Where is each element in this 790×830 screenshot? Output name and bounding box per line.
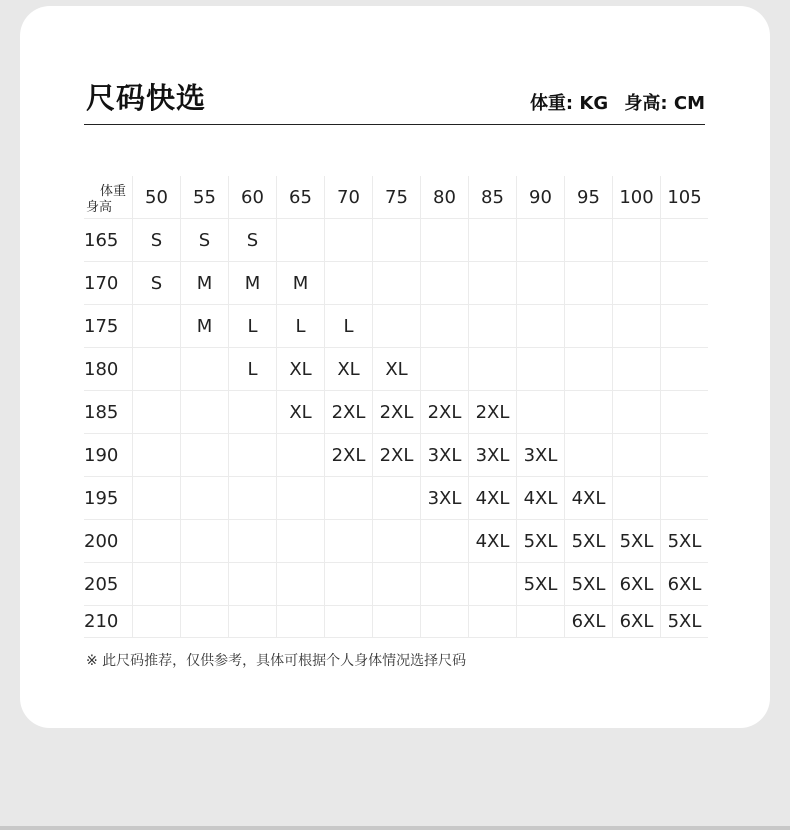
page-title: 尺码快选 xyxy=(86,81,207,115)
size-cell: XL xyxy=(373,348,421,391)
size-cell xyxy=(181,563,229,606)
size-cell xyxy=(181,606,229,638)
size-cell: 3XL xyxy=(421,477,469,520)
height-label-cell: 175 xyxy=(84,305,133,348)
size-cell xyxy=(373,606,421,638)
size-cell xyxy=(277,606,325,638)
size-cell xyxy=(133,434,181,477)
size-cell xyxy=(661,219,709,262)
size-cell: 4XL xyxy=(565,477,613,520)
size-cell xyxy=(229,520,277,563)
size-cell xyxy=(373,477,421,520)
corner-weight-label: 体重 xyxy=(99,184,126,199)
size-cell: M xyxy=(181,262,229,305)
size-cell xyxy=(133,477,181,520)
size-cell: L xyxy=(325,305,373,348)
size-cell xyxy=(181,348,229,391)
size-cell: 5XL xyxy=(661,606,709,638)
size-cell xyxy=(613,434,661,477)
table-row xyxy=(84,262,708,305)
height-label-cell: 210 xyxy=(84,606,133,638)
height-label-cell: 205 xyxy=(84,563,133,606)
size-cell xyxy=(469,262,517,305)
size-cell: 5XL xyxy=(613,520,661,563)
weight-header-cell: 105 xyxy=(661,176,709,219)
size-cell xyxy=(181,434,229,477)
size-cell xyxy=(517,305,565,348)
table-row xyxy=(84,219,708,262)
size-cell: 4XL xyxy=(517,477,565,520)
size-cell: 2XL xyxy=(325,434,373,477)
table-row xyxy=(84,434,708,477)
table-row xyxy=(84,563,708,606)
weight-header-cell: 55 xyxy=(181,176,229,219)
title-divider xyxy=(84,124,705,125)
size-cell xyxy=(469,305,517,348)
size-cell xyxy=(565,305,613,348)
size-cell xyxy=(373,305,421,348)
size-cell xyxy=(661,391,709,434)
table-row xyxy=(84,305,708,348)
size-cell xyxy=(421,219,469,262)
size-cell xyxy=(565,348,613,391)
size-cell xyxy=(421,305,469,348)
size-cell xyxy=(133,520,181,563)
size-cell: 5XL xyxy=(661,520,709,563)
size-cell xyxy=(517,391,565,434)
size-cell: 3XL xyxy=(421,434,469,477)
size-cell xyxy=(613,262,661,305)
size-cell: 2XL xyxy=(421,391,469,434)
size-cell xyxy=(325,520,373,563)
size-cell xyxy=(325,477,373,520)
height-label-cell: 200 xyxy=(84,520,133,563)
size-cell xyxy=(517,262,565,305)
weight-unit-label: 体重: KG xyxy=(529,93,609,114)
size-cell xyxy=(277,563,325,606)
size-cell: S xyxy=(133,219,181,262)
weight-header-cell: 95 xyxy=(565,176,613,219)
size-cell: XL xyxy=(277,348,325,391)
table-row xyxy=(84,477,708,520)
size-cell: XL xyxy=(325,348,373,391)
size-cell xyxy=(181,391,229,434)
size-cell xyxy=(469,219,517,262)
size-cell xyxy=(277,434,325,477)
height-unit-label: 身高: CM xyxy=(624,93,705,114)
size-cell xyxy=(517,219,565,262)
size-cell xyxy=(661,348,709,391)
size-cell xyxy=(133,348,181,391)
size-cell xyxy=(373,520,421,563)
size-cell xyxy=(661,305,709,348)
size-cell xyxy=(133,391,181,434)
size-cell: 6XL xyxy=(661,563,709,606)
height-label-cell: 180 xyxy=(84,348,133,391)
height-label-cell: 190 xyxy=(84,434,133,477)
size-cell xyxy=(229,434,277,477)
size-cell xyxy=(373,262,421,305)
size-cell xyxy=(325,563,373,606)
size-cell xyxy=(325,606,373,638)
size-cell xyxy=(469,348,517,391)
height-label-cell: 165 xyxy=(84,219,133,262)
weight-header-cell: 90 xyxy=(517,176,565,219)
size-cell xyxy=(229,563,277,606)
size-cell xyxy=(133,606,181,638)
units-legend xyxy=(520,89,705,115)
weight-header-cell: 65 xyxy=(277,176,325,219)
table-row xyxy=(84,606,708,638)
weight-header-cell: 70 xyxy=(325,176,373,219)
size-cell xyxy=(133,305,181,348)
size-cell xyxy=(469,606,517,638)
size-cell xyxy=(373,563,421,606)
size-cell xyxy=(421,606,469,638)
size-cell xyxy=(133,563,181,606)
size-cell xyxy=(421,520,469,563)
size-cell: 3XL xyxy=(469,434,517,477)
size-cell: M xyxy=(181,305,229,348)
size-cell: S xyxy=(229,219,277,262)
size-cell: 4XL xyxy=(469,477,517,520)
weight-header-cell: 100 xyxy=(613,176,661,219)
height-label-cell: 185 xyxy=(84,391,133,434)
size-cell xyxy=(565,262,613,305)
table-row xyxy=(84,348,708,391)
size-cell: M xyxy=(229,262,277,305)
weight-header-cell: 50 xyxy=(133,176,181,219)
weight-header-cell: 80 xyxy=(421,176,469,219)
corner-height-label: 身高 xyxy=(86,200,113,215)
size-cell xyxy=(469,563,517,606)
size-cell xyxy=(277,520,325,563)
size-cell xyxy=(517,606,565,638)
size-cell xyxy=(613,348,661,391)
size-cell xyxy=(421,262,469,305)
size-cell xyxy=(325,262,373,305)
size-cell xyxy=(181,477,229,520)
size-cell xyxy=(229,477,277,520)
size-cell xyxy=(613,391,661,434)
size-cell xyxy=(613,219,661,262)
table-row xyxy=(84,391,708,434)
size-cell: S xyxy=(133,262,181,305)
size-cell xyxy=(181,520,229,563)
size-cell: 4XL xyxy=(469,520,517,563)
size-cell: 2XL xyxy=(373,434,421,477)
size-cell xyxy=(661,477,709,520)
size-cell: S xyxy=(181,219,229,262)
weight-header-cell: 85 xyxy=(469,176,517,219)
size-cell xyxy=(565,434,613,477)
size-cell xyxy=(661,434,709,477)
size-cell: 6XL xyxy=(613,606,661,638)
weight-header-cell: 75 xyxy=(373,176,421,219)
size-cell: 2XL xyxy=(325,391,373,434)
size-cell: XL xyxy=(277,391,325,434)
size-cell: 6XL xyxy=(613,563,661,606)
height-label-cell: 195 xyxy=(84,477,133,520)
size-cell: 2XL xyxy=(469,391,517,434)
size-cell: 6XL xyxy=(565,606,613,638)
size-cell: 5XL xyxy=(517,563,565,606)
size-cell xyxy=(565,219,613,262)
size-cell xyxy=(325,219,373,262)
weight-header-row xyxy=(84,176,708,219)
size-cell xyxy=(277,477,325,520)
bottom-strip xyxy=(0,826,790,830)
size-cell xyxy=(229,391,277,434)
size-cell xyxy=(517,348,565,391)
size-cell: L xyxy=(229,348,277,391)
size-cell xyxy=(661,262,709,305)
size-cell: L xyxy=(229,305,277,348)
size-cell: 5XL xyxy=(565,563,613,606)
corner-cell xyxy=(84,176,133,219)
size-cell xyxy=(421,348,469,391)
size-cell xyxy=(229,606,277,638)
size-table xyxy=(84,176,708,638)
weight-header-cell: 60 xyxy=(229,176,277,219)
size-cell: L xyxy=(277,305,325,348)
size-cell xyxy=(613,477,661,520)
size-cell xyxy=(565,391,613,434)
size-cell xyxy=(373,219,421,262)
table-row xyxy=(84,520,708,563)
recommendation-note: ※ 此尺码推荐，仅供参考，具体可根据个人身体情况选择尺码 xyxy=(86,653,467,669)
size-cell: 5XL xyxy=(517,520,565,563)
size-cell: 3XL xyxy=(517,434,565,477)
size-cell: 5XL xyxy=(565,520,613,563)
size-cell xyxy=(613,305,661,348)
height-label-cell: 170 xyxy=(84,262,133,305)
size-guide-card xyxy=(20,6,770,728)
size-cell xyxy=(277,219,325,262)
size-cell: M xyxy=(277,262,325,305)
size-cell: 2XL xyxy=(373,391,421,434)
size-cell xyxy=(421,563,469,606)
